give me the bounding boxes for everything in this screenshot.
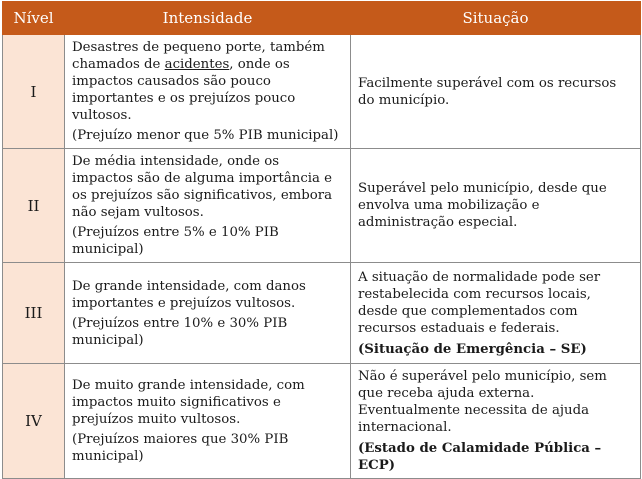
loss-range: (Prejuízo menor que 5% PIB municipal) (72, 128, 339, 143)
intensity-text: De muito grande intensidade, com impactos muito significativos e prejuízos muito vultosos. (72, 378, 305, 427)
header-intensity: Intensidade (65, 2, 351, 35)
loss-range: (Prejuízos entre 10% e 30% PIB municipal) (72, 315, 288, 348)
intensity-text: Desastres de pequeno porte, também chamados de acidentes, onde os impactos causados são pouco importantes e os prejuízos pouco vultosos. (72, 40, 325, 123)
level-cell: I (3, 35, 65, 149)
loss-range: (Prejuízos maiores que 30% PIB municipal) (72, 432, 289, 464)
header-row (3, 2, 641, 35)
intensity-text: De grande intensidade, com danos importantes e prejuízos vultosos. (72, 278, 306, 311)
situation-cell (351, 364, 641, 479)
table-row (3, 149, 641, 263)
intensity-text: De média intensidade, onde os impactos são de alguma importância e os prejuízos são significativos, embora não sejam vultosos. (72, 154, 333, 220)
situation-text: Superável pelo município, desde que envolva uma mobilização e administração especial. (358, 181, 607, 230)
intensity-cell (65, 149, 351, 263)
intensity-cell (65, 364, 351, 479)
situation-text: A situação de normalidade pode ser restabelecida com recursos locais, desde que complementados com recursos estaduais e federais. (358, 269, 601, 336)
table-row (3, 35, 641, 149)
level-cell: II (3, 149, 65, 263)
loss-range: (Prejuízos entre 5% e 10% PIB municipal) (72, 225, 279, 257)
situation-cell (351, 263, 641, 364)
table-row (3, 263, 641, 364)
intensity-cell (65, 263, 351, 364)
situation-text: Não é superável pelo município, sem que receba ajuda externa. Eventualmente necessita de ajuda internacional. (358, 369, 607, 435)
situation-cell (351, 149, 641, 263)
level-cell: IV (3, 364, 65, 479)
situation-cell (351, 35, 641, 149)
table-row (3, 364, 641, 479)
situation-text: Facilmente superável com os recursos do município. (358, 75, 617, 108)
declaration-type: (Estado de Calamidade Pública – ECP) (358, 441, 602, 473)
declaration-type: (Situação de Emergência – SE) (358, 341, 587, 357)
disaster-classification-table (2, 1, 641, 479)
header-level: Nível (3, 2, 65, 35)
intensity-cell (65, 35, 351, 149)
emphasis-term: acidentes (164, 57, 230, 72)
level-cell: III (3, 263, 65, 364)
header-situation: Situação (351, 2, 641, 35)
